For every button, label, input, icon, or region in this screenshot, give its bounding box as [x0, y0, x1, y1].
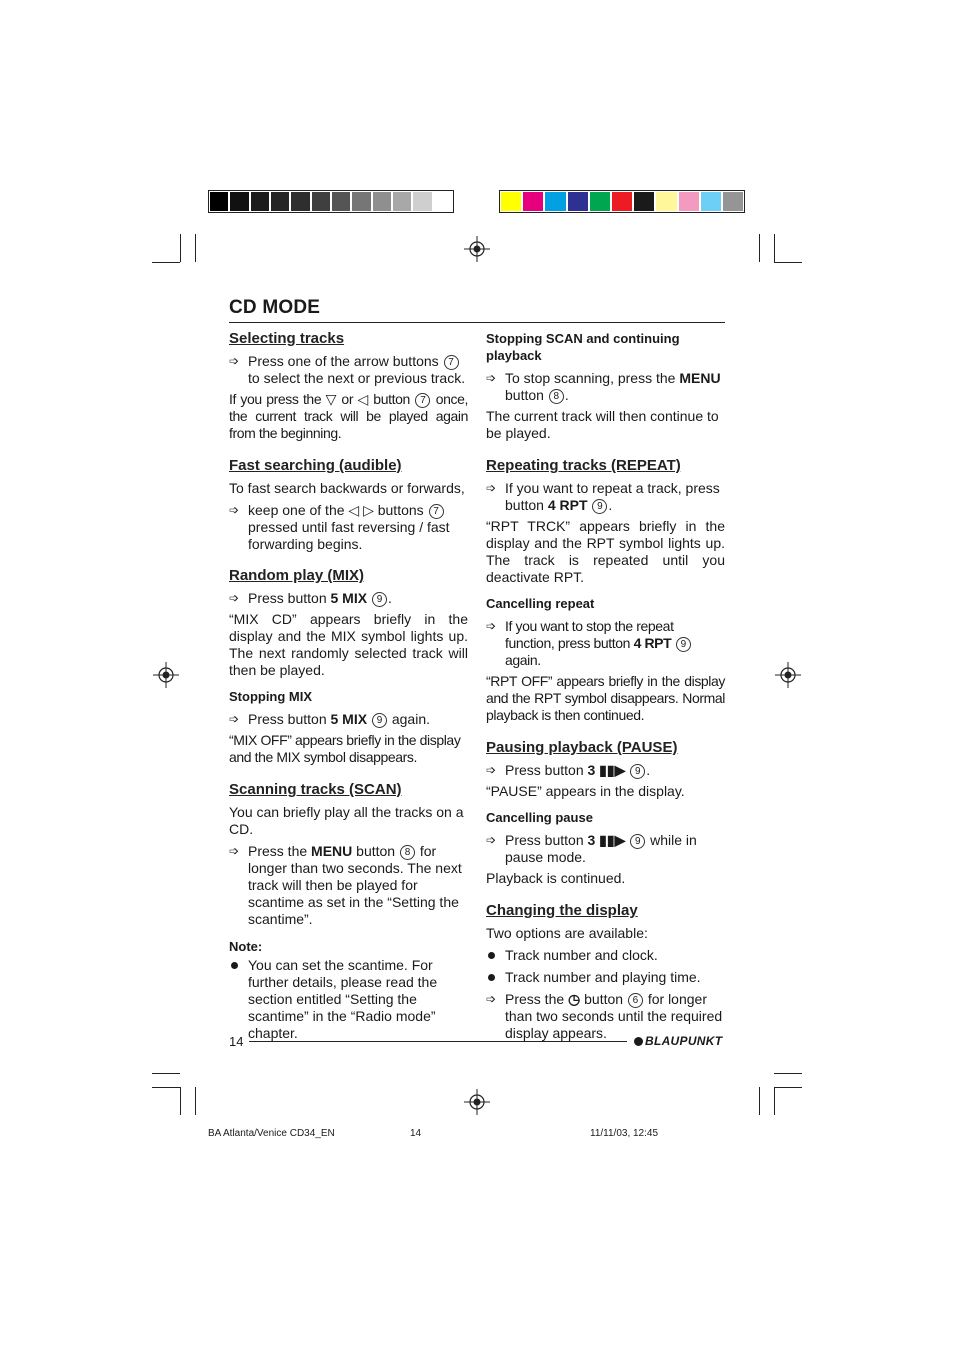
instruction-step: ➩ Press the ◷ button 6 for longer than two seconds until the required display appears. [486, 991, 723, 1041]
section-heading-selecting-tracks: Selecting tracks [229, 330, 345, 347]
title-rule [229, 322, 725, 323]
button-number-badge: 9 [372, 713, 387, 728]
color-calibration-bar [499, 190, 745, 213]
paragraph: To fast search backwards or forwards, [229, 480, 465, 496]
color-swatch [612, 192, 632, 211]
color-swatch [701, 192, 721, 211]
arrow-right-icon: ➩ [486, 763, 497, 777]
crop-mark [152, 1087, 180, 1088]
crop-mark [195, 234, 196, 262]
arrow-right-icon: ➩ [229, 503, 240, 517]
arrow-right-icon: ➩ [486, 992, 497, 1006]
gray-swatch [393, 192, 411, 211]
button-number-badge: 9 [372, 592, 387, 607]
section-heading-random-play: Random play (MIX) [229, 567, 365, 584]
registration-mark-icon [153, 662, 179, 688]
footer-rule [249, 1041, 627, 1042]
color-swatch [590, 192, 610, 211]
play-pause-icon: 3 ▮▮▶ [587, 832, 626, 848]
instruction-step: ➩ keep one of the ◁ ▷ buttons 7 pressed until fast reversing / fast forwarding begins. [229, 502, 450, 552]
arrow-right-icon: ➩ [486, 833, 497, 847]
paragraph: If you press the ▽ or ◁ button 7 once, the current track will be played again from the beginning. [229, 391, 468, 441]
color-swatch [501, 192, 521, 211]
bullet-icon [488, 974, 495, 981]
arrow-right-icon: ➩ [229, 844, 240, 858]
button-number-badge: 6 [628, 993, 643, 1008]
instruction-step: ➩ Press button 3 ▮▮▶ 9 . [486, 762, 651, 778]
instruction-step: ➩ If you want to repeat a track, press button 4 RPT 9 . [486, 480, 720, 513]
instruction-step: ➩ To stop scanning, press the MENU button 8 . [486, 370, 721, 403]
slug-timestamp: 11/11/03, 12:45 [590, 1128, 659, 1139]
paragraph: “RPT OFF” appears briefly in the display and the RPT symbol disappears. Normal playback is then continued. [486, 673, 725, 723]
bullet-icon [231, 962, 238, 969]
gray-swatch [291, 192, 309, 211]
instruction-step: ➩ Press button 3 ▮▮▶ 9 while in pause mode. [486, 832, 697, 865]
crop-mark [152, 262, 180, 263]
paragraph: The current track will then continue to be played. [486, 408, 719, 441]
subheading-stopping-scan: Stopping SCAN and continuing playback [486, 331, 680, 363]
crop-mark [774, 1073, 802, 1074]
gray-swatch [210, 192, 228, 211]
button-number-badge: 9 [592, 499, 607, 514]
page-title: CD MODE [229, 297, 321, 318]
crop-mark [195, 1087, 196, 1115]
crop-mark [759, 1087, 760, 1115]
button-number-badge: 9 [630, 834, 645, 849]
color-swatch [568, 192, 588, 211]
instruction-step: ➩ Press one of the arrow buttons 7 to select the next or previous track. [229, 353, 466, 386]
crop-mark [774, 262, 802, 263]
crop-mark [774, 1087, 802, 1088]
arrow-right-icon: ➩ [229, 712, 240, 726]
slug-filename: BA Atlanta/Venice CD34_EN [208, 1128, 335, 1139]
button-number-badge: 8 [549, 389, 564, 404]
crop-mark [152, 1073, 180, 1074]
gray-swatch [332, 192, 350, 211]
gray-swatch [434, 192, 452, 211]
arrow-right-icon: ➩ [486, 619, 496, 633]
button-number-badge: 8 [400, 845, 415, 860]
instruction-step: ➩ Press the MENU button 8 for longer than two seconds. The next track will then be played for scantime as set in the “Setting the scantime”. [229, 843, 462, 927]
color-swatch [634, 192, 654, 211]
instruction-step: ➩ If you want to stop the repeat function, press button 4 RPT 9 again. [486, 618, 725, 669]
gray-swatch [373, 192, 391, 211]
button-number-badge: 9 [630, 764, 645, 779]
paragraph: “MIX OFF” appears briefly in the display and the MIX symbol disappears. [229, 732, 461, 765]
gray-swatch [413, 192, 431, 211]
section-heading-changing-display: Changing the display [486, 902, 638, 919]
registration-mark-icon [775, 662, 801, 688]
gray-swatch [352, 192, 370, 211]
brand-logo: BLAUPUNKT [634, 1034, 722, 1048]
arrow-right-icon: ➩ [229, 591, 240, 605]
left-column [229, 330, 468, 1047]
gray-swatch [230, 192, 248, 211]
right-column [486, 330, 725, 1046]
gray-swatch [251, 192, 269, 211]
gray-swatch [312, 192, 330, 211]
page-number: 14 [229, 1034, 244, 1049]
paragraph: “MIX CD” appears briefly in the display and the MIX symbol lights up. The next randomly selected track will then be played. [229, 611, 468, 678]
list-item: Track number and playing time. [486, 969, 725, 986]
blaupunkt-dot-icon [634, 1037, 643, 1046]
instruction-step: ➩ Press button 5 MIX 9 again. [229, 711, 431, 727]
subheading-stopping-mix: Stopping MIX [229, 689, 313, 704]
note-label: Note: [229, 939, 263, 954]
section-heading-repeating-tracks: Repeating tracks (REPEAT) [486, 457, 681, 474]
section-heading-scanning-tracks: Scanning tracks (SCAN) [229, 781, 402, 798]
button-number-badge: 7 [429, 504, 444, 519]
gray-swatch [271, 192, 289, 211]
button-number-badge: 7 [444, 355, 459, 370]
color-swatch [679, 192, 699, 211]
instruction-step: ➩ Press button 5 MIX 9 . [229, 590, 392, 606]
color-swatch [723, 192, 743, 211]
paragraph: Two options are available: [486, 925, 648, 941]
registration-mark-icon [464, 236, 490, 262]
paragraph: “PAUSE” appears in the display. [486, 783, 685, 799]
crop-mark [774, 1087, 775, 1115]
play-pause-icon: 3 ▮▮▶ [587, 762, 626, 778]
slug-page: 14 [410, 1128, 422, 1139]
section-heading-fast-searching: Fast searching (audible) [229, 457, 402, 474]
color-swatch [545, 192, 565, 211]
clock-icon: ◷ [568, 991, 581, 1007]
color-swatch [523, 192, 543, 211]
arrow-right-icon: ➩ [486, 371, 497, 385]
color-swatch [656, 192, 676, 211]
button-number-badge: 9 [676, 637, 691, 652]
crop-mark [759, 234, 760, 262]
crop-mark [180, 234, 181, 262]
gray-calibration-bar [208, 190, 454, 213]
arrow-right-icon: ➩ [229, 354, 240, 368]
paragraph: You can briefly play all the tracks on a CD. [229, 804, 464, 837]
list-item: Track number and clock. [486, 947, 725, 964]
crop-mark [774, 234, 775, 262]
registration-mark-icon [464, 1089, 490, 1115]
bullet-icon [488, 952, 495, 959]
paragraph: “RPT TRCK” appears briefly in the display and the RPT symbol lights up. The track is repeated until you deactivate RPT. [486, 518, 725, 585]
subheading-cancelling-pause: Cancelling pause [486, 810, 593, 825]
note-bullet: You can set the scantime. For further details, please read the section entitled “Setting the scantime” in the “Radio mode” chapter. [229, 957, 468, 1042]
crop-mark [180, 1087, 181, 1115]
arrow-right-icon: ➩ [486, 481, 497, 495]
subheading-cancelling-repeat: Cancelling repeat [486, 596, 595, 611]
section-heading-pausing-playback: Pausing playback (PAUSE) [486, 739, 678, 756]
button-number-badge: 7 [415, 393, 430, 408]
paragraph: Playback is continued. [486, 870, 626, 886]
